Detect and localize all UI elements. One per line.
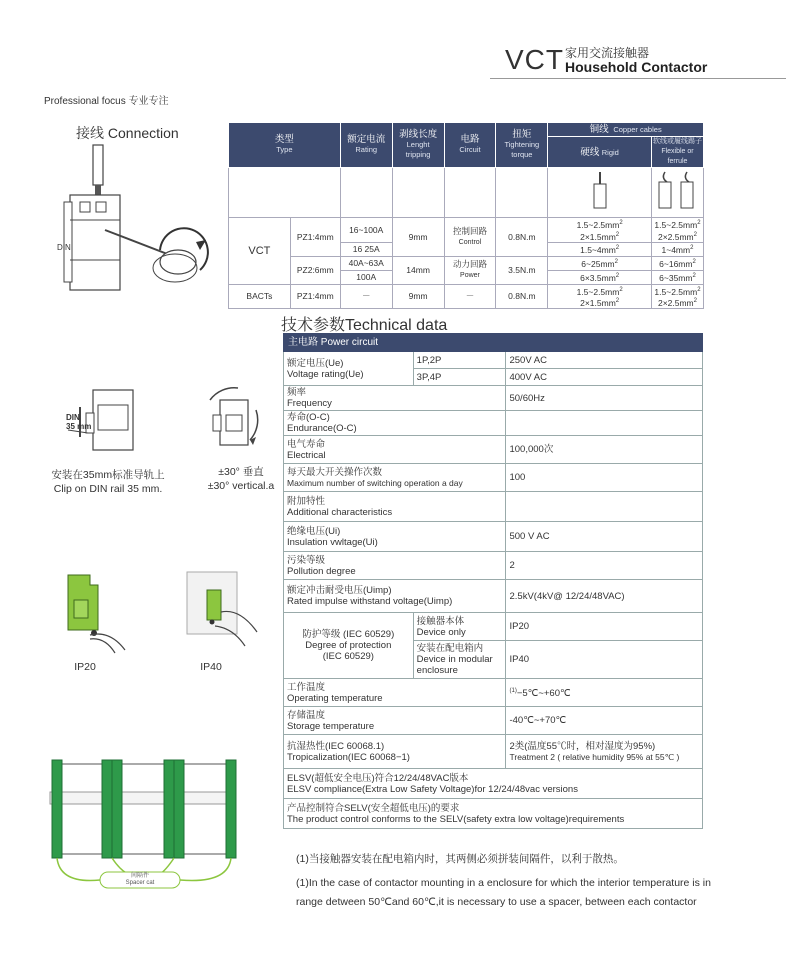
power-circuit: 动力回路 Power — [444, 256, 496, 284]
ip40-illustration — [185, 570, 260, 650]
col-rating: 额定电流 Rating — [340, 123, 392, 168]
device-only-value: IP20 — [506, 613, 703, 641]
din-size-label: 35 mm — [66, 422, 92, 431]
rigid-2: $1.5\sim 4mm^2$ — [548, 242, 652, 256]
header-title-cn: 家用交流接触器 — [565, 46, 650, 60]
flex-2: $1\sim 4mm^2$ — [651, 242, 703, 256]
modular-value: IP40 — [506, 641, 703, 679]
additional-label: 附加特性 Additional characteristics — [284, 492, 506, 522]
pz2-label: PZ2:6mm — [290, 256, 340, 284]
bacts-torque: 0.8N.m — [496, 284, 548, 309]
st-temp-value: -40℃~+70℃ — [506, 707, 703, 735]
col-torque: 扭矩 Tightening torque — [496, 123, 548, 168]
bacts-strip: 9mm — [392, 284, 444, 309]
ip40-caption: IP40 — [200, 661, 222, 673]
bacts-circuit: － — [444, 284, 496, 309]
strip-9: 9mm — [392, 218, 444, 257]
ue-poles-1: 1P,2P — [413, 352, 506, 369]
col-circuit: 电路 Circuit — [444, 123, 496, 168]
vertical-caption-cn: ±30° 垂直 — [218, 466, 264, 478]
header-divider — [490, 78, 786, 79]
st-temp-label: 存储温度 Storage temperature — [284, 707, 506, 735]
pz1-label: PZ1:4mm — [290, 218, 340, 257]
elsv-row: ELSV(超低安全电压)符合12/24/48VAC版本 ELSV compliance(Extra Low Safety Voltage)for 12/24/48vac versions — [284, 769, 703, 799]
op-temp-label: 工作温度 Operating temperature — [284, 679, 506, 707]
cable-table — [228, 122, 704, 309]
din-caption-cn: 安装在35mm标准导轨上 — [51, 469, 165, 481]
power-circuit-header: 主电路 Power circuit — [284, 334, 506, 352]
vertical-caption-en: ±30° vertical.a — [207, 480, 275, 492]
spacer-illustration — [40, 752, 240, 892]
ops-label: 每天最大开关操作次数 Maximum number of switching operation a day — [284, 464, 506, 492]
tropical-label: 抗湿热性(IEC 60068.1) Tropicalization(IEC 60068−1) — [284, 735, 506, 769]
rating-3: 40A~63A — [340, 256, 392, 270]
din-caption-en: Clip on DIN rail 35 mm. — [53, 483, 163, 495]
flex-1: $1.5\sim 2.5mm^2$ $2\times 2.5mm^2$ — [651, 218, 703, 243]
rigid-3: $6\sim 25mm^2$ — [548, 256, 652, 270]
modular-label: 安装在配电箱内 Device in modular enclosure — [413, 641, 506, 679]
bacts-flex: $1.5\sim 2.5mm^2$ $2\times 2.5mm^2$ — [651, 284, 703, 309]
col-strip: 剥线长度 Lenght tripping — [392, 123, 444, 168]
tropical-value: 2类(温度55℃时，相对湿度为95%) Treatment 2 ( relative humidity 95% at 55℃ ) — [506, 735, 703, 769]
header-model: VCT — [505, 44, 564, 75]
notes — [296, 850, 736, 913]
vct-label: VCT — [229, 218, 291, 285]
tech-title: 技术参数Technical data — [281, 317, 448, 334]
tagline: Professional focus 专业专注 — [44, 96, 169, 107]
connection-illustration — [50, 140, 210, 300]
uimp-value: 2.5kV(4kV@ 12/24/48VAC) — [506, 580, 703, 613]
ue-poles-2: 3P,4P — [413, 369, 506, 386]
torque-1: 0.8N.m — [496, 218, 548, 257]
rigid-wire-illustration — [548, 168, 652, 218]
rigid-1: $1.5\sim 2.5mm^2$ $2\times 1.5mm^2$ — [548, 218, 652, 243]
col-type: 类型 Type — [229, 123, 341, 168]
elec-value: 100,000次 — [506, 436, 703, 464]
col-copper: 铜线 Copper cables — [548, 123, 704, 137]
op-temp-value: $^{(1)}$−5℃~+60℃ — [506, 679, 703, 707]
ip20-illustration — [60, 575, 135, 655]
selv-row: 产品控制符合SELV(安全超低电压)的要求 The product control conforms to the SELV(safety extra low voltage)requirements — [284, 799, 703, 829]
tech-table — [283, 333, 703, 829]
svg-text:DIN: DIN — [57, 243, 71, 252]
ue-label: 额定电压(Ue) Voltage rating(Ue) — [284, 352, 414, 386]
pollution-value: 2 — [506, 552, 703, 580]
rating-1: 16~100A — [340, 218, 392, 243]
life-label: 寿命(O-C) Endurance(O-C) — [284, 411, 506, 436]
bacts-pz: PZ1:4mm — [290, 284, 340, 309]
rating-4: 100A — [340, 270, 392, 284]
note-cn: (1)当接触器安装在配电箱内时，其两侧必须拼装间隔件，以利于散热。 — [296, 853, 624, 865]
rigid-4: $6\times 3.5mm^2$ — [548, 270, 652, 284]
freq-value: 50/60Hz — [506, 386, 703, 411]
spacer-caption-en: Spacer cat — [125, 880, 155, 886]
connection-title: 接线 Connection — [76, 125, 179, 141]
ue-value-1: 250V AC — [506, 352, 703, 369]
bacts-rating: － — [340, 284, 392, 309]
pollution-label: 污染等级 Pollution degree — [284, 552, 506, 580]
flex-3: $6\sim 16mm^2$ — [651, 256, 703, 270]
spacer-caption-cn: 间隔件 — [130, 873, 149, 879]
col-rigid: 硬线 Rigid — [548, 137, 652, 168]
din-label: DIN — [66, 413, 80, 422]
freq-label: 频率 Frequency — [284, 386, 506, 411]
bacts-label: BACTs — [229, 284, 291, 309]
elec-label: 电气寿命 Electrical — [284, 436, 506, 464]
ui-value: 500 V AC — [506, 522, 703, 552]
bacts-rigid: $1.5\sim 2.5mm^2$ $2\times 1.5mm^2$ — [548, 284, 652, 309]
ip20-caption: IP20 — [74, 661, 96, 673]
ops-value: 100 — [506, 464, 703, 492]
uimp-label: 额定冲击耐受电压(Uimp) Rated impulse withstand voltage(Uimp) — [284, 580, 506, 613]
vertical-illustration — [198, 385, 268, 455]
device-only-label: 接触器本体 Device only — [413, 613, 506, 641]
flex-4: $6\sim 35mm^2$ — [651, 270, 703, 284]
strip-14: 14mm — [392, 256, 444, 284]
rating-2: 16 25A — [340, 242, 392, 256]
flex-wire-illustration — [651, 168, 703, 218]
torque-2: 3.5N.m — [496, 256, 548, 284]
col-flex: 软线或履线踢子 Flexible or ferrule — [651, 137, 703, 168]
header-title-en: Household Contactor — [565, 59, 708, 75]
note-en: (1)In the case of contactor mounting in a enclosure for which the interior temperature is in range detween 50℃and 60℃,it is necessary to use a spacer, between each contactor — [296, 876, 711, 908]
control-circuit: 控制回路 Control — [444, 218, 496, 257]
ui-label: 绝缘电压(Ui) Insulation vwltage(Ui) — [284, 522, 506, 552]
ip-label: 防护等级 (IEC 60529) Degree of protection (IEC 60529) — [284, 613, 414, 679]
ue-value-2: 400V AC — [506, 369, 703, 386]
